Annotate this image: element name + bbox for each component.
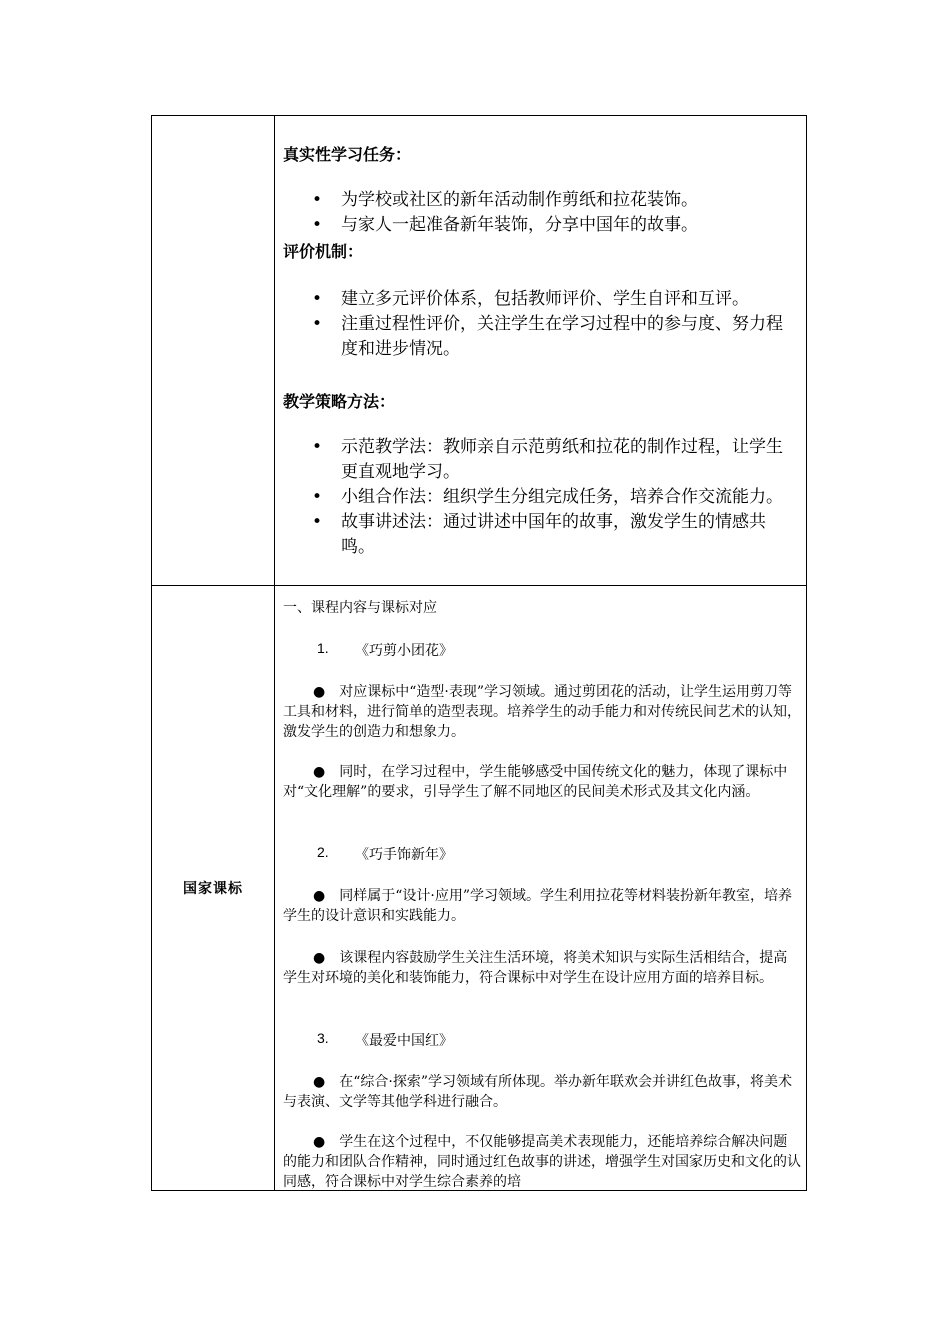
paragraph: ● 学生在这个过程中，不仅能够提高美术表现能力，还能培养综合解决问题的能力和团队合作精神，同时通过红色故事的讲述，增强学生对国家历史和文化的认同感，符合课标中对学生综合素养的培 xyxy=(283,1134,801,1190)
paragraph: ● 同时，在学习过程中，学生能够感受中国传统文化的魅力，体现了课标中对“文化理解”的要求，引导学生了解不同地区的民间美术形式及其文化内涵。 xyxy=(283,764,788,800)
bullet-icon: • xyxy=(311,437,323,457)
paragraph: ● 同样属于“设计·应用”学习领域。学生利用拉花等材料装扮新年教室，培养学生的设计意识和实践能力。 xyxy=(283,888,792,924)
list-item: • 与家人一起准备新年装饰，分享中国年的故事。 xyxy=(309,213,799,238)
paragraph: ● 在“综合·探索”学习领域有所体现。举办新年联欢会并讲红色故事，将美术与表演、文学等其他学科进行融合。 xyxy=(283,1074,792,1110)
row-label-cell xyxy=(152,586,274,1190)
bullet-icon: • xyxy=(311,190,323,210)
bullet-icon: • xyxy=(311,314,323,334)
section-heading: 评价机制： xyxy=(283,242,364,261)
list-item: • 故事讲述法：通过讲述中国年的故事，激发学生的情感共鸣。 xyxy=(309,510,799,560)
course-number: 1. xyxy=(317,640,329,656)
content-table xyxy=(151,115,807,1191)
course-title: 《巧剪小团花》 xyxy=(355,643,453,659)
section-heading: 真实性学习任务： xyxy=(283,145,412,164)
list-item: • 注重过程性评价，关注学生在学习过程中的参与度、努力程度和进步情况。 xyxy=(309,312,799,362)
bullet-list xyxy=(309,188,799,238)
bullet-list xyxy=(309,435,799,560)
bullet-icon: • xyxy=(311,215,323,235)
bullet-icon: • xyxy=(311,512,323,532)
list-item: • 建立多元评价体系，包括教师评价、学生自评和互评。 xyxy=(309,287,799,312)
upper-content-cell xyxy=(275,116,806,585)
list-item: • 为学校或社区的新年活动制作剪纸和拉花装饰。 xyxy=(309,188,799,213)
lower-content-cell xyxy=(275,586,806,1190)
paragraph: ● 该课程内容鼓励学生关注生活环境，将美术知识与实际生活相结合，提高学生对环境的美化和装饰能力，符合课标中对学生在设计应用方面的培养目标。 xyxy=(283,950,788,986)
course-number: 2. xyxy=(317,844,329,860)
list-item: • 小组合作法：组织学生分组完成任务，培养合作交流能力。 xyxy=(309,485,799,510)
course-title: 《最爱中国红》 xyxy=(355,1033,453,1049)
bullet-list xyxy=(309,287,799,362)
course-title: 《巧手饰新年》 xyxy=(355,847,453,863)
bullet-icon: • xyxy=(311,289,323,309)
intro-heading: 一、课程内容与课标对应 xyxy=(283,600,437,616)
list-item: • 示范教学法：教师亲自示范剪纸和拉花的制作过程，让学生更直观地学习。 xyxy=(309,435,799,485)
bullet-icon: • xyxy=(311,487,323,507)
row-label: 国家课标 xyxy=(183,881,243,897)
paragraph: ● 对应课标中“造型·表现”学习领域。通过剪团花的活动，让学生运用剪刀等工具和材料，进行简单的造型表现。培养学生的动手能力和对传统民间艺术的认知，激发学生的创造力和想象力。 xyxy=(283,684,801,740)
course-number: 3. xyxy=(317,1030,329,1046)
section-heading: 教学策略方法： xyxy=(283,392,396,411)
